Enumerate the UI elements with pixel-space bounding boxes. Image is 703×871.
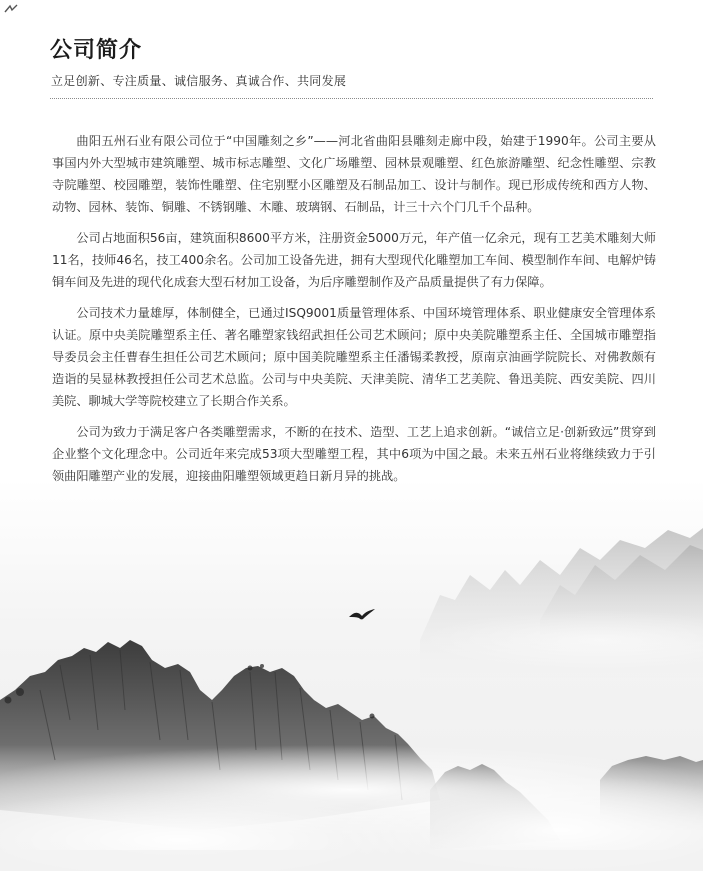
page-title: 公司简介: [50, 37, 143, 63]
paragraph-mission: 公司为致力于满足客户各类雕塑需求，不断的在技术、造型、工艺上追求创新。“诚信立足·创新致远”贯穿到企业整个文化理念中。公司近年来完成53项大型雕塑工程，其中6项为中国之最。未来五州石业将继续致力于引领曲阳雕塑产业的发展，迎接曲阳雕塑领域更趋日新月异的挑战。: [52, 425, 656, 483]
paragraph-scale: 公司占地面积56亩，建筑面积8600平方米，注册资金5000万元，年产值一亿余元，现有工艺美术雕刻大师11名，技师46名，技工400余名。公司加工设备先进，拥有大型现代化雕塑加工车间、模型制作车间、电解炉铸铜车间及先进的现代化成套大型石材加工设备，为后序雕塑制作及产品质量提供了有力保障。: [52, 231, 656, 289]
page-subtitle: 立足创新、专注质量、诚信服务、真诚合作、共同发展: [51, 74, 347, 88]
paragraph-technology: 公司技术力量雄厚，体制健全，已通过ISQ9001质量管理体系、中国环境管理体系、职业健康安全管理体系认证。原中央美院雕塑系主任、著名雕塑家钱绍武担任公司艺术顾问；原中央美院雕塑系主任、全国城市雕塑指导委员会主任曹春生担任公司艺术顾问；原中国美院雕塑系主任潘锡柔教授，原南京油画学院院长、对佛教颇有造诣的吴显林教授担任公司艺术总监。公司与中央美院、天津美院、清华工艺美院、鲁迅美院、西安美院、四川美院、聊城大学等院校建立了长期合作关系。: [52, 306, 656, 408]
flying-bird-icon: [348, 608, 376, 624]
dotted-divider: [50, 98, 653, 99]
company-description: [52, 130, 656, 496]
paragraph-intro: 曲阳五州石业有限公司位于“中国雕刻之乡”——河北省曲阳县雕刻走廊中段，始建于1990年。公司主要从事国内外大型城市建筑雕塑、城市标志雕塑、文化广场雕塑、园林景观雕塑、红色旅游雕塑、纪念性雕塑、宗教寺院雕塑、校园雕塑，装饰性雕塑、住宅别墅小区雕塑及石制品加工、设计与制作。现已形成传统和西方人物、动物、园林、装饰、铜雕、不锈钢雕、木雕、玻璃钢、石制品，计三十六个门几千个品种。: [52, 134, 656, 214]
corner-ornament-icon: [4, 4, 18, 14]
